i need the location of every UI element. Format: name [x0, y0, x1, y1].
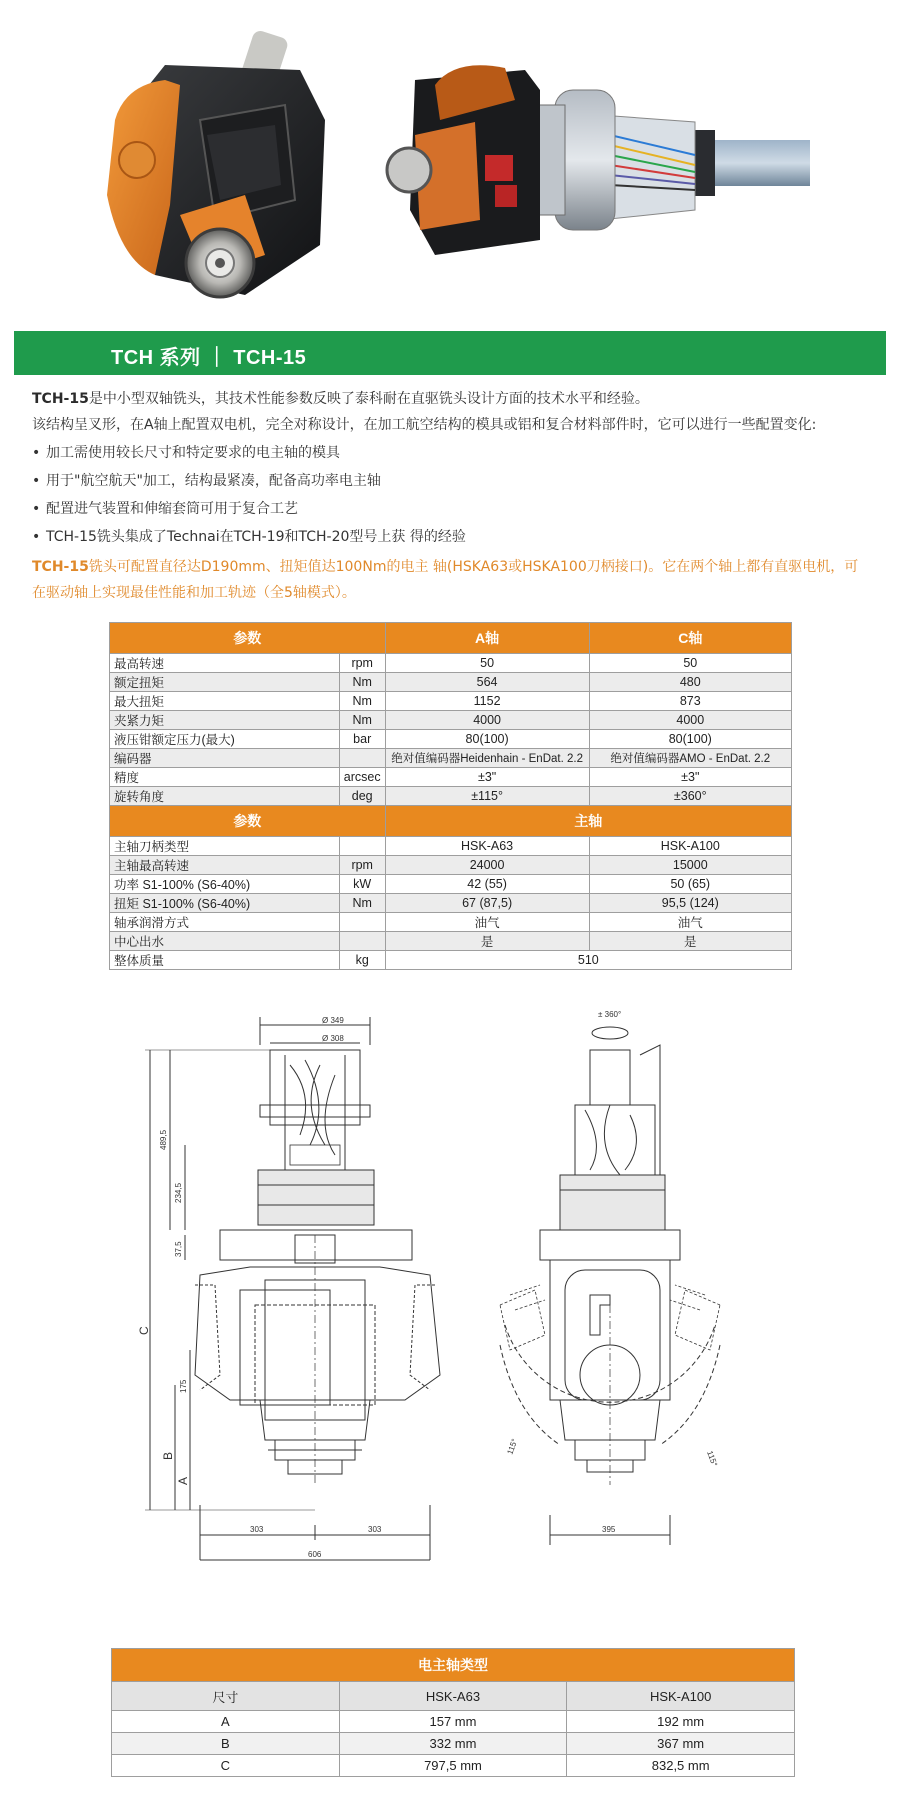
list-item: • 用于"航空航天"加工，结构最紧凑，配备高功率电主轴	[32, 468, 872, 494]
feature-list	[32, 440, 872, 550]
cell-unit: Nm	[339, 673, 385, 692]
dim-303-left: 303	[250, 1525, 264, 1534]
cell-a: ±115°	[385, 787, 589, 806]
list-item: • 配置进气装置和伸缩套筒可用于复合工艺	[32, 496, 872, 522]
dim-swing-left: 115°	[505, 1437, 520, 1456]
cell-a: 1152	[385, 692, 589, 711]
list-item: • TCH-15铣头集成了Technai在TCH-19和TCH-20型号上获 得的经验	[32, 524, 872, 550]
spindle-table-title: 电主轴类型	[112, 1649, 795, 1682]
cell-a: 是	[385, 932, 589, 951]
cell-a: 绝对值编码器Heidenhain - EnDat. 2.2	[385, 749, 589, 768]
front-view	[137, 1016, 440, 1560]
table-row	[110, 711, 792, 730]
cell-size: A	[112, 1711, 340, 1733]
cell-name: 精度	[110, 768, 340, 787]
cell-name: 轴承润滑方式	[110, 913, 340, 932]
series-title-bar	[14, 331, 886, 375]
cell-unit	[339, 932, 385, 951]
cell-mass-value: 510	[385, 951, 791, 970]
cell-a: 42 (55)	[385, 875, 589, 894]
cell-name: 整体质量	[110, 951, 340, 970]
cell-unit: Nm	[339, 711, 385, 730]
dim-rot-360: ± 360°	[598, 1010, 622, 1019]
cell-name: 主轴刀柄类型	[110, 837, 340, 856]
cell-c: 绝对值编码器AMO - EnDat. 2.2	[589, 749, 791, 768]
cell-a: 80(100)	[385, 730, 589, 749]
side-view	[500, 1010, 720, 1545]
header-a-axis: A轴	[385, 623, 589, 654]
intro-text	[32, 386, 872, 606]
cell-c: 油气	[589, 913, 791, 932]
table-row	[110, 875, 792, 894]
table-row	[110, 654, 792, 673]
cell-c: 4000	[589, 711, 791, 730]
cell-a63: 157 mm	[339, 1711, 567, 1733]
cell-c: ±3"	[589, 768, 791, 787]
table-row	[112, 1711, 795, 1733]
table-row	[110, 913, 792, 932]
cell-unit	[339, 749, 385, 768]
cell-size: C	[112, 1755, 340, 1777]
cell-a: 油气	[385, 913, 589, 932]
cell-name: 功率 S1-100% (S6-40%)	[110, 875, 340, 894]
col-size: 尺寸	[112, 1682, 340, 1711]
cell-unit: kg	[339, 951, 385, 970]
cell-a100: 192 mm	[567, 1711, 795, 1733]
cell-c: 50	[589, 654, 791, 673]
table-row	[110, 730, 792, 749]
technical-drawing	[137, 1005, 780, 1605]
cell-a: 564	[385, 673, 589, 692]
cell-a100: 367 mm	[567, 1733, 795, 1755]
header-param: 参数	[110, 806, 386, 837]
cell-name: 最高转速	[110, 654, 340, 673]
dim-303-right: 303	[368, 1525, 382, 1534]
config-note: TCH-15铣头可配置直径达D190mm、扭矩值达100Nm的电主 轴(HSKA63或HSKA100刀柄接口)。它在两个轴上都有直驱电机，可在驱动轴上实现最佳性能和加工轨迹（全5轴模式）。	[32, 559, 859, 601]
dim-swing-right: 115°	[705, 1449, 720, 1468]
cell-name: 旋转角度	[110, 787, 340, 806]
cell-c: ±360°	[589, 787, 791, 806]
milling-head-photo-side	[395, 60, 815, 250]
cell-unit: kW	[339, 875, 385, 894]
table-row	[110, 787, 792, 806]
cell-a: 67 (87,5)	[385, 894, 589, 913]
milling-head-photo-front	[95, 25, 345, 315]
cell-a: 50	[385, 654, 589, 673]
cell-c: 50 (65)	[589, 875, 791, 894]
cell-a: 4000	[385, 711, 589, 730]
cell-unit: deg	[339, 787, 385, 806]
cell-c: 95,5 (124)	[589, 894, 791, 913]
table-row	[112, 1733, 795, 1755]
cell-c: HSK-A100	[589, 837, 791, 856]
cell-unit: Nm	[339, 894, 385, 913]
table-column-headers	[112, 1682, 795, 1711]
table-header	[110, 806, 792, 837]
spindle-type-table	[111, 1648, 795, 1777]
dim-a: A	[176, 1476, 190, 1485]
dim-d349: Ø 349	[322, 1016, 344, 1025]
cell-a: HSK-A63	[385, 837, 589, 856]
cell-c: 480	[589, 673, 791, 692]
cell-name: 夹紧力矩	[110, 711, 340, 730]
dim-175: 175	[179, 1379, 188, 1393]
table-row	[110, 837, 792, 856]
table-header	[110, 623, 792, 654]
cell-size: B	[112, 1733, 340, 1755]
cell-unit: Nm	[339, 692, 385, 711]
col-hsk-a63: HSK-A63	[339, 1682, 567, 1711]
cell-unit: rpm	[339, 654, 385, 673]
dim-234-5: 234,5	[174, 1182, 183, 1203]
cell-unit	[339, 837, 385, 856]
cell-a: ±3"	[385, 768, 589, 787]
col-hsk-a100: HSK-A100	[567, 1682, 795, 1711]
header-param: 参数	[110, 623, 386, 654]
table-row	[112, 1755, 795, 1777]
table-row	[110, 768, 792, 787]
intro-paragraph-2: 该结构呈叉形，在A轴上配置双电机，完全对称设计，在加工航空结构的模具或铝和复合材料部件时，它可以进行一些配置变化:	[32, 417, 817, 433]
dim-489-5: 489,5	[159, 1129, 168, 1150]
cell-unit: rpm	[339, 856, 385, 875]
list-item: • 加工需使用较长尺寸和特定要求的电主轴的模具	[32, 440, 872, 466]
header-spindle: 主轴	[385, 806, 791, 837]
cell-name: 最大扭矩	[110, 692, 340, 711]
spec-table	[109, 622, 792, 970]
table-row	[110, 932, 792, 951]
table-row	[110, 951, 792, 970]
dim-b: B	[161, 1451, 175, 1460]
cell-name: 主轴最高转速	[110, 856, 340, 875]
dim-395: 395	[602, 1525, 616, 1534]
cell-name: 扭矩 S1-100% (S6-40%)	[110, 894, 340, 913]
cell-a: 24000	[385, 856, 589, 875]
header-c-axis: C轴	[589, 623, 791, 654]
dim-37-5: 37,5	[174, 1241, 183, 1257]
table-row	[110, 894, 792, 913]
cell-name: 额定扭矩	[110, 673, 340, 692]
cell-c: 是	[589, 932, 791, 951]
dim-d308: Ø 308	[322, 1034, 344, 1043]
table-row	[110, 673, 792, 692]
table-row	[110, 692, 792, 711]
cell-name: 中心出水	[110, 932, 340, 951]
cell-a63: 332 mm	[339, 1733, 567, 1755]
cell-name: 编码器	[110, 749, 340, 768]
cell-c: 80(100)	[589, 730, 791, 749]
cell-a63: 797,5 mm	[339, 1755, 567, 1777]
cell-c: 873	[589, 692, 791, 711]
cell-unit: arcsec	[339, 768, 385, 787]
table-row	[110, 856, 792, 875]
series-title: TCH 系列 ｜ TCH-15	[111, 347, 307, 369]
cell-unit: bar	[339, 730, 385, 749]
dim-606: 606	[308, 1550, 322, 1559]
cell-unit	[339, 913, 385, 932]
table-header	[112, 1649, 795, 1682]
cell-a100: 832,5 mm	[567, 1755, 795, 1777]
cell-c: 15000	[589, 856, 791, 875]
intro-paragraph-1: TCH-15是中小型双轴铣头，其技术性能参数反映了泰科耐在直驱铣头设计方面的技术水平和经验。	[32, 391, 649, 407]
dim-c: C	[137, 1326, 151, 1335]
table-row	[110, 749, 792, 768]
product-photos	[0, 0, 900, 330]
cell-name: 液压钳额定压力(最大)	[110, 730, 340, 749]
